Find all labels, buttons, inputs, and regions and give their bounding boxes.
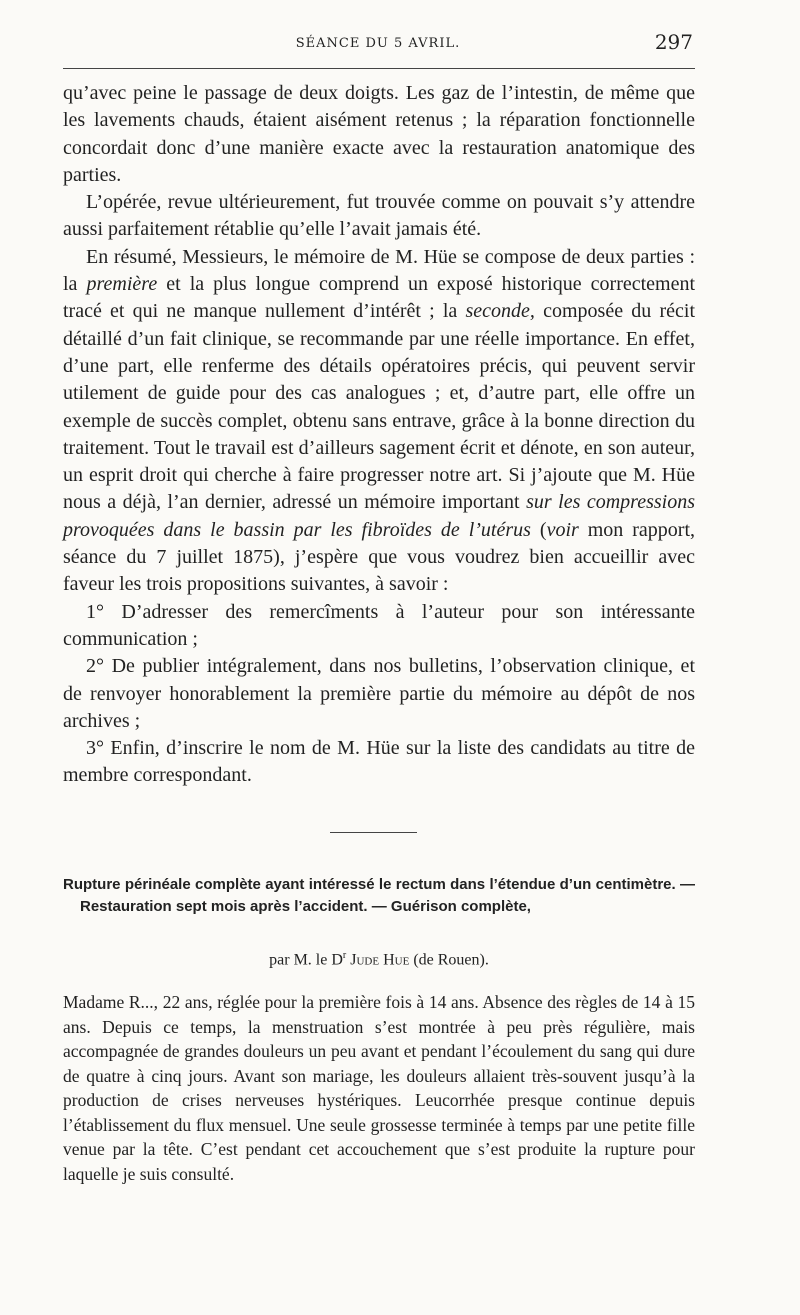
section-separator	[330, 832, 417, 833]
author-name: Jude Hue	[350, 951, 410, 969]
paragraph-summary	[63, 244, 695, 599]
summary-text: composée du récit détaillé d’un fait clinique, se recommande par une réelle importance. En effet, d’une part, elle renferme des détails opératoires précis, qui peuvent servir utilement de guide pour des cas analogues ; et, d’autre part, elle offre un exemple de succès complet, obtenu sans entrave, grâce à la bonne direction du traitement. Tout le travail est d’ailleurs sagement écrit et dénote, en son auteur, un esprit droit qui cherche à faire progresser notre art. Si j’ajoute que M. Hüe nous a déjà, l’an dernier, adressé un mémoire important	[63, 300, 696, 514]
case-description	[63, 990, 695, 1186]
summary-text: et la plus longue comprend un exposé historique correctement tracé et qui ne manque nullement d’intérêt ; la	[63, 273, 696, 323]
article-title: Rupture périnéale complète ayant intéressé le rectum dans l’étendue d’un centimètre. — Restauration sept mois après l’accident. — Guérison complète,	[63, 876, 695, 915]
proposition-3: 3° Enfin, d’inscrire le nom de M. Hüe sur la liste des candidats au titre de membre correspondant.	[63, 737, 695, 787]
paragraph-continuation: qu’avec peine le passage de deux doigts. Les gaz de l’intestin, de même que les lavements chauds, étaient aisément retenus ; la réparation fonctionnelle concordait donc d’une manière exacte avec la restauration anatomique des parties.	[63, 82, 695, 186]
summary-paren: (	[539, 518, 547, 541]
summary-emphasis-second: seconde,	[465, 300, 535, 323]
author-line	[63, 950, 695, 969]
summary-text: mon rapport, séance du 7 juillet 1875), j’espère que vous voudrez bien accueillir avec faveur les trois propositions suivantes, à savoir :	[63, 518, 696, 596]
header-rule	[63, 68, 695, 69]
page-header	[63, 30, 693, 54]
running-title: SÉANCE DU 5 AVRIL.	[295, 36, 461, 51]
report-body	[63, 80, 695, 790]
case-paragraph: Madame R..., 22 ans, réglée pour la première fois à 14 ans. Absence des règles de 14 à 15 ans. Depuis ce temps, la menstruation s’est montrée à peu près régulière, mais accompagnée de grandes douleurs un peu avant et pendant l’écoulement du sang qui dure de quatre à cinq jours. Avant son mariage, les douleurs allaient très-souvent jusqu’à la production de crises nerveuses hystériques. Leucorrhée presque continue depuis l’établissement du flux mensuel. Une seule grossesse terminée à temps par une petite fille venue par la tête. C’est pendant cet accouchement que s’est produite la rupture pour laquelle je suis consulté.	[63, 992, 695, 1184]
author-title-superscript: r	[342, 950, 347, 961]
proposition-1: 1° D’adresser des remercîments à l’auteur pour son intéressante communication ;	[63, 600, 695, 650]
author-prefix: par M. le D	[269, 951, 343, 969]
summary-text: En résumé, Messieurs, le mémoire de M. Hüe se compose de deux parties : la	[63, 245, 695, 296]
author-suffix: (de Rouen).	[413, 951, 489, 969]
proposition-2: 2° De publier intégralement, dans nos bulletins, l’observation clinique, et de renvoyer honorablement la première partie du mémoire au dépôt de nos archives ;	[63, 655, 695, 732]
summary-emphasis-memoir-title: sur les compressions provoquées dans le bassin par les fibroïdes de l’utérus	[63, 491, 695, 541]
summary-emphasis-voir: voir	[546, 518, 579, 541]
summary-emphasis-first: première	[86, 273, 158, 296]
page-number: 297	[654, 30, 693, 54]
paragraph-follow-up: L’opérée, revue ultérieurement, fut trouvée comme on pouvait s’y attendre aussi parfaitement rétablie qu’elle l’avait jamais été.	[63, 191, 695, 241]
